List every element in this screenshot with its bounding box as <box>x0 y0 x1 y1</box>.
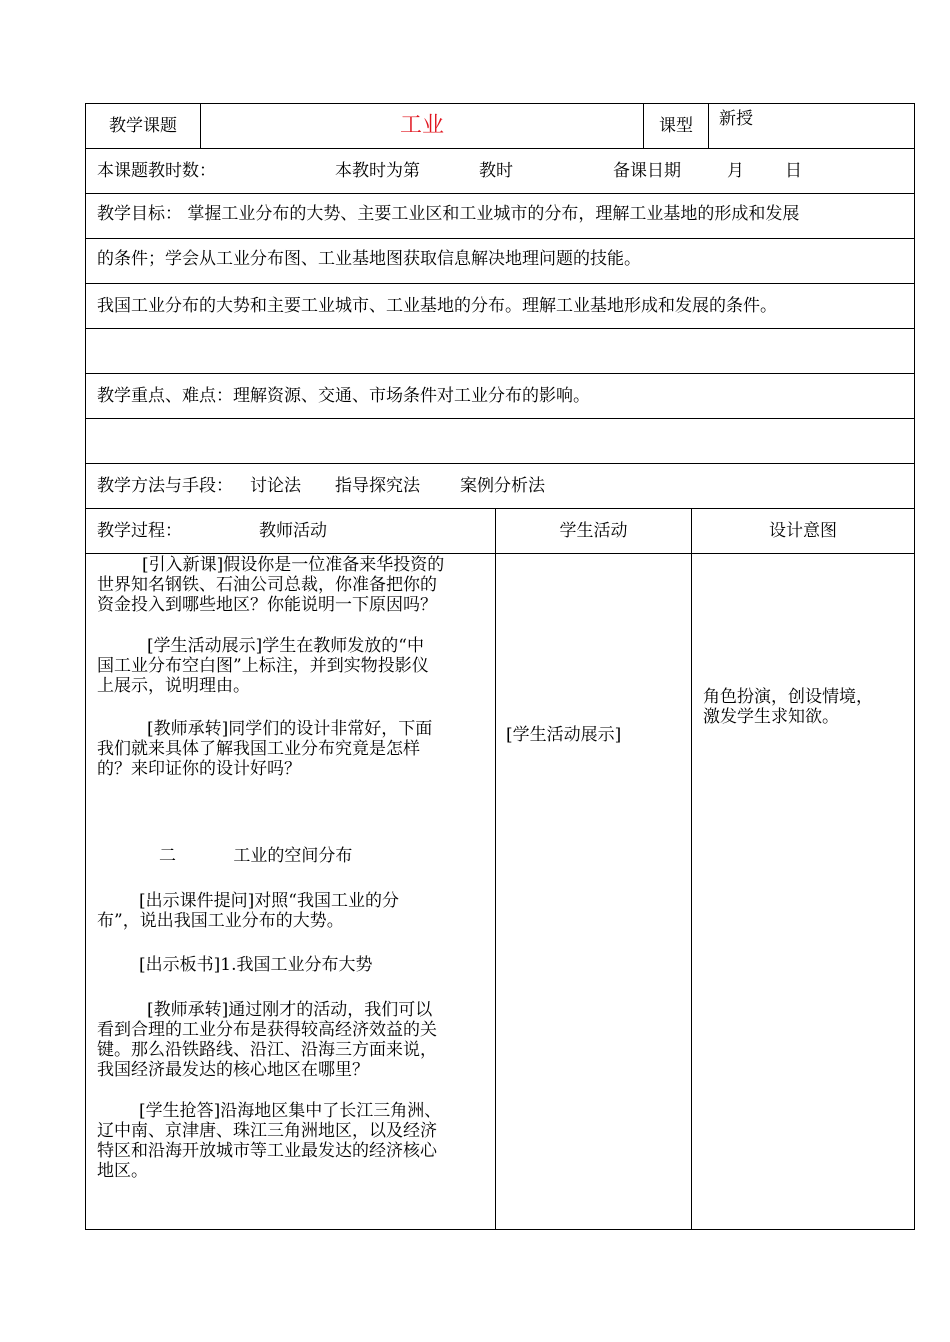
student-activity-text: [学生活动展示] <box>506 725 622 745</box>
objectives-line-3: 我国工业分布的大势和主要工业城市、工业基地的分布。理解工业基地形成和发展的条件。 <box>97 296 777 316</box>
teacher-paragraph <box>97 955 492 975</box>
row-divider <box>85 238 915 239</box>
col-divider <box>495 508 496 1230</box>
row-divider <box>85 508 915 509</box>
text-line: 上展示，说明理由。 <box>97 676 250 696</box>
key-points: 教学重点、难点：理解资源、交通、市场条件对工业分布的影响。 <box>97 386 590 406</box>
methods-label: 教学方法与手段： <box>97 476 233 496</box>
text-line: 地区。 <box>97 1161 148 1181</box>
row-divider <box>85 283 915 284</box>
text-line: 资金投入到哪些地区？你能说明一下原因吗？ <box>97 595 437 615</box>
row-divider <box>85 328 915 329</box>
row-divider <box>85 193 915 194</box>
subject-label: 教学课题 <box>109 116 177 136</box>
section-heading <box>97 846 492 866</box>
type-value: 新授 <box>719 109 753 129</box>
teacher-paragraph <box>97 1101 492 1181</box>
objectives-line-1: 教学目标： 掌握工业分布的大势、主要工业区和工业城市的分布，理解工业基地的形成和发展 <box>97 204 800 224</box>
text-line: 的？来印证你的设计好吗？ <box>97 759 301 779</box>
teacher-paragraph <box>97 555 492 615</box>
text-line: 激发学生求知欲。 <box>703 707 839 727</box>
teacher-paragraph <box>97 1000 492 1080</box>
text-line: 角色扮演，创设情境， <box>703 687 873 707</box>
col-divider <box>691 508 692 1230</box>
type-label: 课型 <box>659 116 693 136</box>
table-border-right <box>914 103 915 1230</box>
teacher-paragraph <box>97 891 492 931</box>
text-line: [教师承转]同学们的设计非常好，下面 <box>147 719 433 739</box>
teacher-paragraph <box>97 636 492 696</box>
date-label: 备课日期 <box>613 161 681 181</box>
student-activity-header: 学生活动 <box>559 521 628 541</box>
text-line: 我们就来具体了解我国工业分布究竟是怎样 <box>97 739 420 759</box>
table-border-bottom <box>85 1229 915 1230</box>
section-title: 工业的空间分布 <box>233 846 353 866</box>
total-hours-label: 本课题教时数： <box>97 161 216 181</box>
col-divider <box>708 103 709 148</box>
text-line: 键。那么沿铁路线、沿江、沿海三方面来说， <box>97 1040 437 1060</box>
subject-title: 工业 <box>399 113 444 138</box>
section-number: 二 <box>159 846 176 866</box>
row-divider <box>85 553 915 554</box>
design-intent-header: 设计意图 <box>769 521 837 541</box>
row-divider <box>85 463 915 464</box>
row-divider <box>85 373 915 374</box>
text-line: 特区和沿海开放城市等工业最发达的经济核心 <box>97 1141 437 1161</box>
table-border-top <box>85 103 915 104</box>
method-item: 案例分析法 <box>460 476 545 496</box>
text-line: [学生活动展示]学生在教师发放的“中 <box>147 636 424 656</box>
objectives-line-2: 的条件；学会从工业分布图、工业基地图获取信息解决地理问题的技能。 <box>97 249 641 269</box>
row-divider <box>85 148 915 149</box>
text-line: [教师承转]通过刚才的活动，我们可以 <box>147 1000 433 1020</box>
text-line: 看到合理的工业分布是获得较高经济效益的关 <box>97 1020 437 1040</box>
text-line: [学生抢答]沿海地区集中了长江三角洲、 <box>139 1101 442 1121</box>
table-border-left <box>85 103 86 1230</box>
teacher-activity-header: 教师活动 <box>259 521 327 541</box>
row-divider <box>85 418 915 419</box>
text-line: [出示课件提问]对照“我国工业的分 <box>139 891 399 911</box>
day-label: 日 <box>785 161 802 181</box>
process-label: 教学过程： <box>97 521 182 541</box>
design-intent-text <box>703 687 911 727</box>
text-line: 世界知名钢铁、石油公司总裁，你准备把你的 <box>97 575 437 595</box>
hour-unit: 教时 <box>479 161 513 181</box>
text-line: [引入新课]假设你是一位准备来华投资的 <box>142 555 445 575</box>
method-item: 讨论法 <box>250 476 301 496</box>
teacher-paragraph <box>97 719 492 779</box>
month-label: 月 <box>727 161 744 181</box>
text-line: 我国经济最发达的核心地区在哪里？ <box>97 1060 369 1080</box>
method-item: 指导探究法 <box>335 476 420 496</box>
text-line: 布”，说出我国工业分布的大势。 <box>97 911 344 931</box>
text-line: [出示板书]1.我国工业分布大势 <box>139 955 373 975</box>
current-hour-label: 本教时为第 <box>335 161 420 181</box>
text-line: 辽中南、京津唐、珠江三角洲地区，以及经济 <box>97 1121 437 1141</box>
text-line: 国工业分布空白图”上标注，并到实物投影仪 <box>97 656 429 676</box>
